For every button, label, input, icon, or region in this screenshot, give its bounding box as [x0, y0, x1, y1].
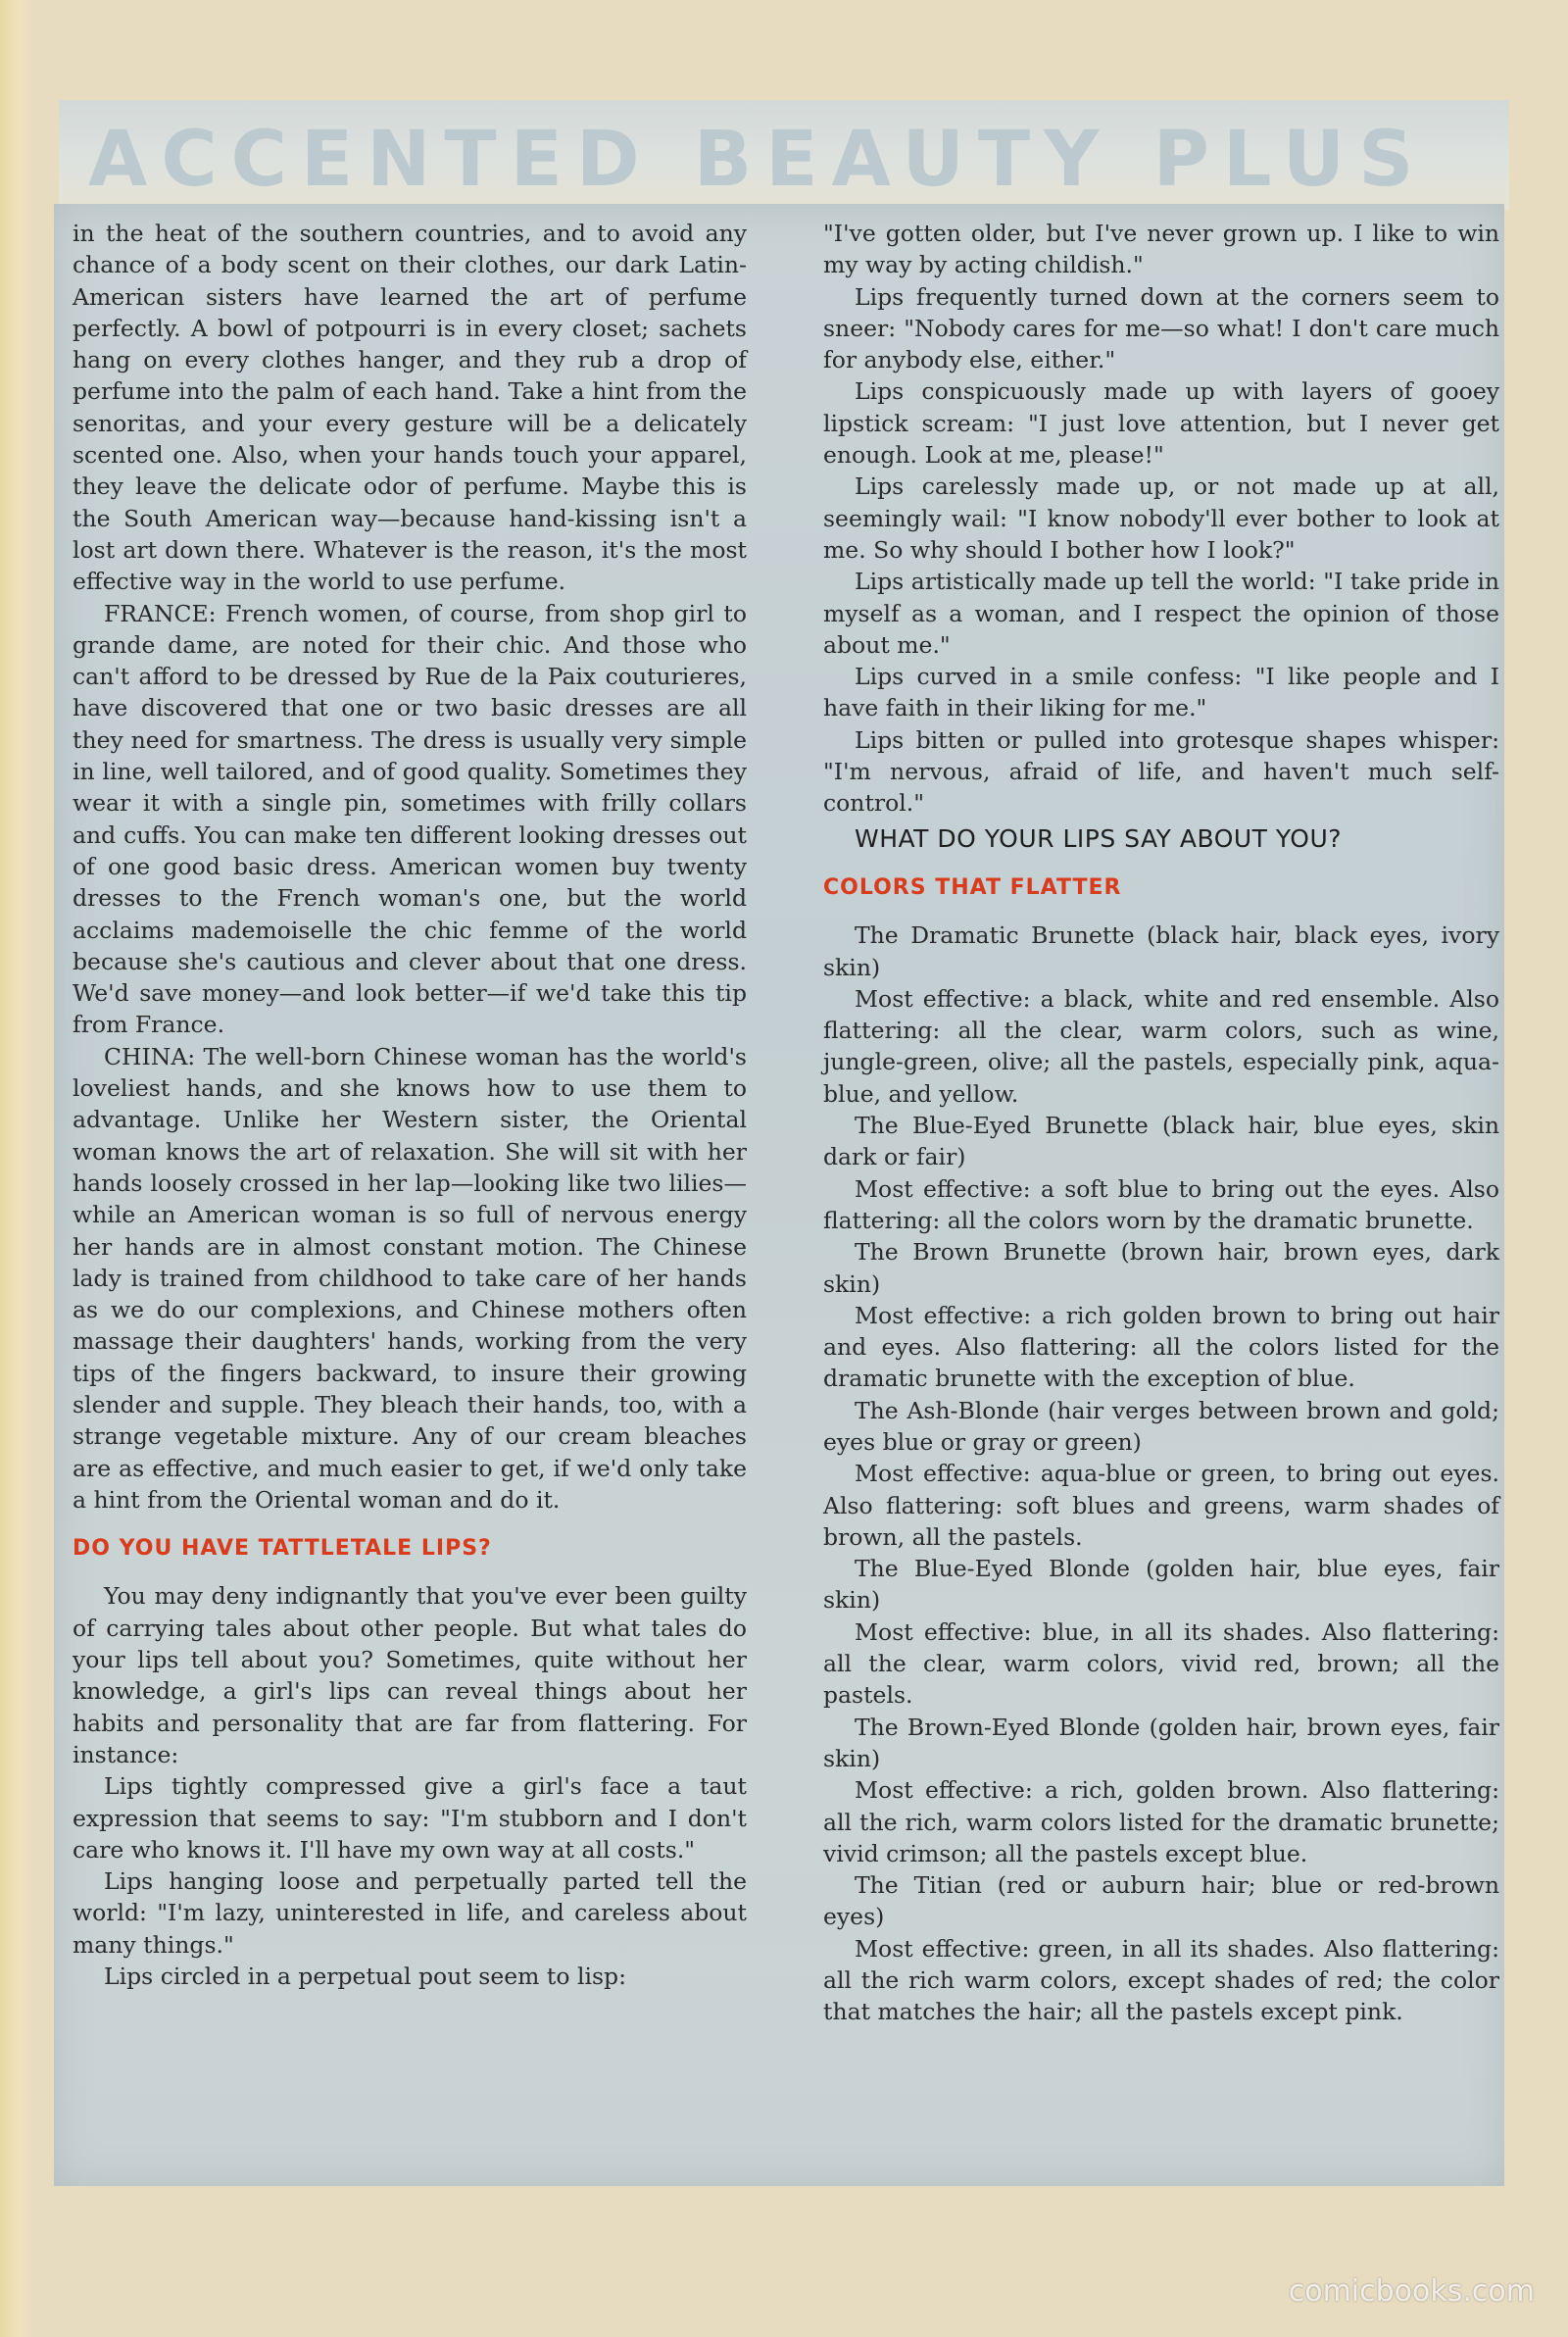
color-type-heading: The Blue-Eyed Brunette (black hair, blue eyes, skin dark or fair): [823, 1112, 1499, 1171]
color-advice: Most effective: aqua-blue or green, to bring out eyes. Also flattering: soft blues and greens, warm shades of brown, all the pastels.: [823, 1460, 1499, 1551]
paragraph: Lips tightly compressed give a girl's face a taut expression that seems to say: "I'm stubborn and I don't care who knows it. I'll have my own way at all costs.": [73, 1772, 747, 1864]
paragraph: Lips circled in a perpetual pout seem to lisp:: [104, 1963, 626, 1991]
color-advice: Most effective: a soft blue to bring out the eyes. Also flattering: all the colors worn by the dramatic brunette.: [823, 1174, 1499, 1234]
paragraph: Lips frequently turned down at the corners seem to sneer: "Nobody cares for me—so what! I don't care much for anybody else, either.": [823, 282, 1499, 374]
right-column: [823, 218, 1499, 2028]
paragraph: in the heat of the southern countries, and to avoid any chance of a body scent on their clothes, our dark Latin-American sisters have learned the art of perfume perfectly. A bowl of potpourri is in every closet; sachets hang on every clothes hanger, and they rub a drop of perfume into the palm of each hand. Take a hint from the senoritas, and your every gesture will be a delicately scented one. Also, when your hands touch your apparel, they leave the delicate odor of perfume. Maybe this is the South American way—because hand-kissing isn't a lost art down there. Whatever is the reason, it's the most effective way in the world to use perfume.: [73, 220, 747, 596]
paragraph: Lips curved in a smile confess: "I like people and I have faith in their liking for me.": [823, 663, 1499, 722]
color-type-heading: The Dramatic Brunette (black hair, black eyes, ivory skin): [823, 921, 1499, 981]
color-type-heading: The Brown-Eyed Blonde (golden hair, brown eyes, fair skin): [823, 1713, 1499, 1772]
paragraph: Lips carelessly made up, or not made up at all, seemingly wail: "I know nobody'll ever bother to look at me. So why should I bother how I look?": [823, 472, 1499, 564]
site-watermark: comicbooks.com: [1288, 2274, 1535, 2309]
paragraph: Lips bitten or pulled into grotesque shapes whisper: "I'm nervous, afraid of life, and haven't much self-control.": [823, 725, 1499, 818]
paragraph-france: FRANCE: French women, of course, from shop girl to grande dame, are noted for their chic. And those who can't afford to be dressed by Rue de la Paix couturieres, have discovered that one or two basic dresses are all they need for smartness. The dress is usually very simple in line, well tailored, and of good quality. Sometimes they wear it with a single pin, sometimes with frilly collars and cuffs. You can make ten different looking dresses out of one good basic dress. American women buy twenty dresses to the French woman's one, but the world acclaims mademoiselle the chic femme of the world because she's cautious and clever about that one dress. We'd save money—and look better—if we'd take this tip from France.: [73, 599, 747, 1039]
page-edge: [0, 0, 33, 2337]
color-advice: Most effective: a rich, golden brown. Also flattering: all the rich, warm colors listed for the dramatic brunette; vivid crimson; all the pastels except blue.: [823, 1776, 1499, 1867]
paragraph-china: CHINA: The well-born Chinese woman has the world's loveliest hands, and she knows how to use them to advantage. Unlike her Western sister, the Oriental woman knows the art of relaxation. She will sit with her hands loosely crossed in her lap—looking like two lilies—while an American woman is so full of nervous energy her hands are in almost constant motion. The Chinese lady is trained from childhood to take care of her hands as we do our complexions, and Chinese mothers often massage their daughters' hands, working from the very tips of the fingers backward, to insure their growing slender and supple. They bleach their hands, too, with a strange vegetable mixture. Any of our cream bleaches are as effective, and much easier to get, if we'd only take a hint from the Oriental woman and do it.: [73, 1042, 747, 1514]
left-column: [73, 218, 747, 1992]
section-heading-colors-that-flatter: COLORS THAT FLATTER: [823, 874, 1122, 900]
paragraph: Lips artistically made up tell the world: "I take pride in myself as a woman, and I respect the opinion of those about me.": [823, 568, 1499, 659]
paragraph: Lips hanging loose and perpetually parted tell the world: "I'm lazy, uninterested in life, and careless about many things.": [73, 1867, 747, 1959]
color-advice: Most effective: blue, in all its shades. Also flattering: all the clear, warm colors, vivid red, brown; all the pastels.: [823, 1617, 1499, 1710]
closing-question: WHAT DO YOUR LIPS SAY ABOUT YOU?: [855, 823, 1343, 853]
color-advice: Most effective: a rich golden brown to bring out hair and eyes. Also flattering: all the colors listed for the dramatic brunette with the exception of blue.: [823, 1301, 1499, 1393]
faded-header-title: ACCENTED BEAUTY PLUS: [88, 116, 1428, 204]
paragraph: Lips conspicuously made up with layers of gooey lipstick scream: "I just love attention, but I never get enough. Look at me, please!": [823, 377, 1499, 470]
color-advice: Most effective: a black, white and red ensemble. Also flattering: all the clear, warm colors, such as wine, jungle-green, olive; all the pastels, especially pink, aqua-blue, and yellow.: [823, 984, 1499, 1108]
color-type-heading: The Blue-Eyed Blonde (golden hair, blue eyes, fair skin): [823, 1555, 1499, 1615]
color-type-heading: The Titian (red or auburn hair; blue or red-brown eyes): [823, 1871, 1499, 1931]
color-advice: Most effective: green, in all its shades. Also flattering: all the rich warm colors, except shades of red; the color that matches the hair; all the pastels except pink.: [823, 1934, 1499, 2026]
section-heading-tattletale-lips: DO YOU HAVE TATTLETALE LIPS?: [73, 1536, 492, 1562]
color-type-heading: The Brown Brunette (brown hair, brown eyes, dark skin): [823, 1238, 1499, 1298]
color-type-heading: The Ash-Blonde (hair verges between brown and gold; eyes blue or gray or green): [823, 1396, 1499, 1456]
paragraph: "I've gotten older, but I've never grown up. I like to win my way by acting childish.": [823, 220, 1499, 279]
paragraph: You may deny indignantly that you've ever been guilty of carrying tales about other people. But what tales do your lips tell about you? Sometimes, quite without her knowledge, a girl's lips can reveal things about her habits and personality that are far from flattering. For instance:: [73, 1582, 747, 1768]
